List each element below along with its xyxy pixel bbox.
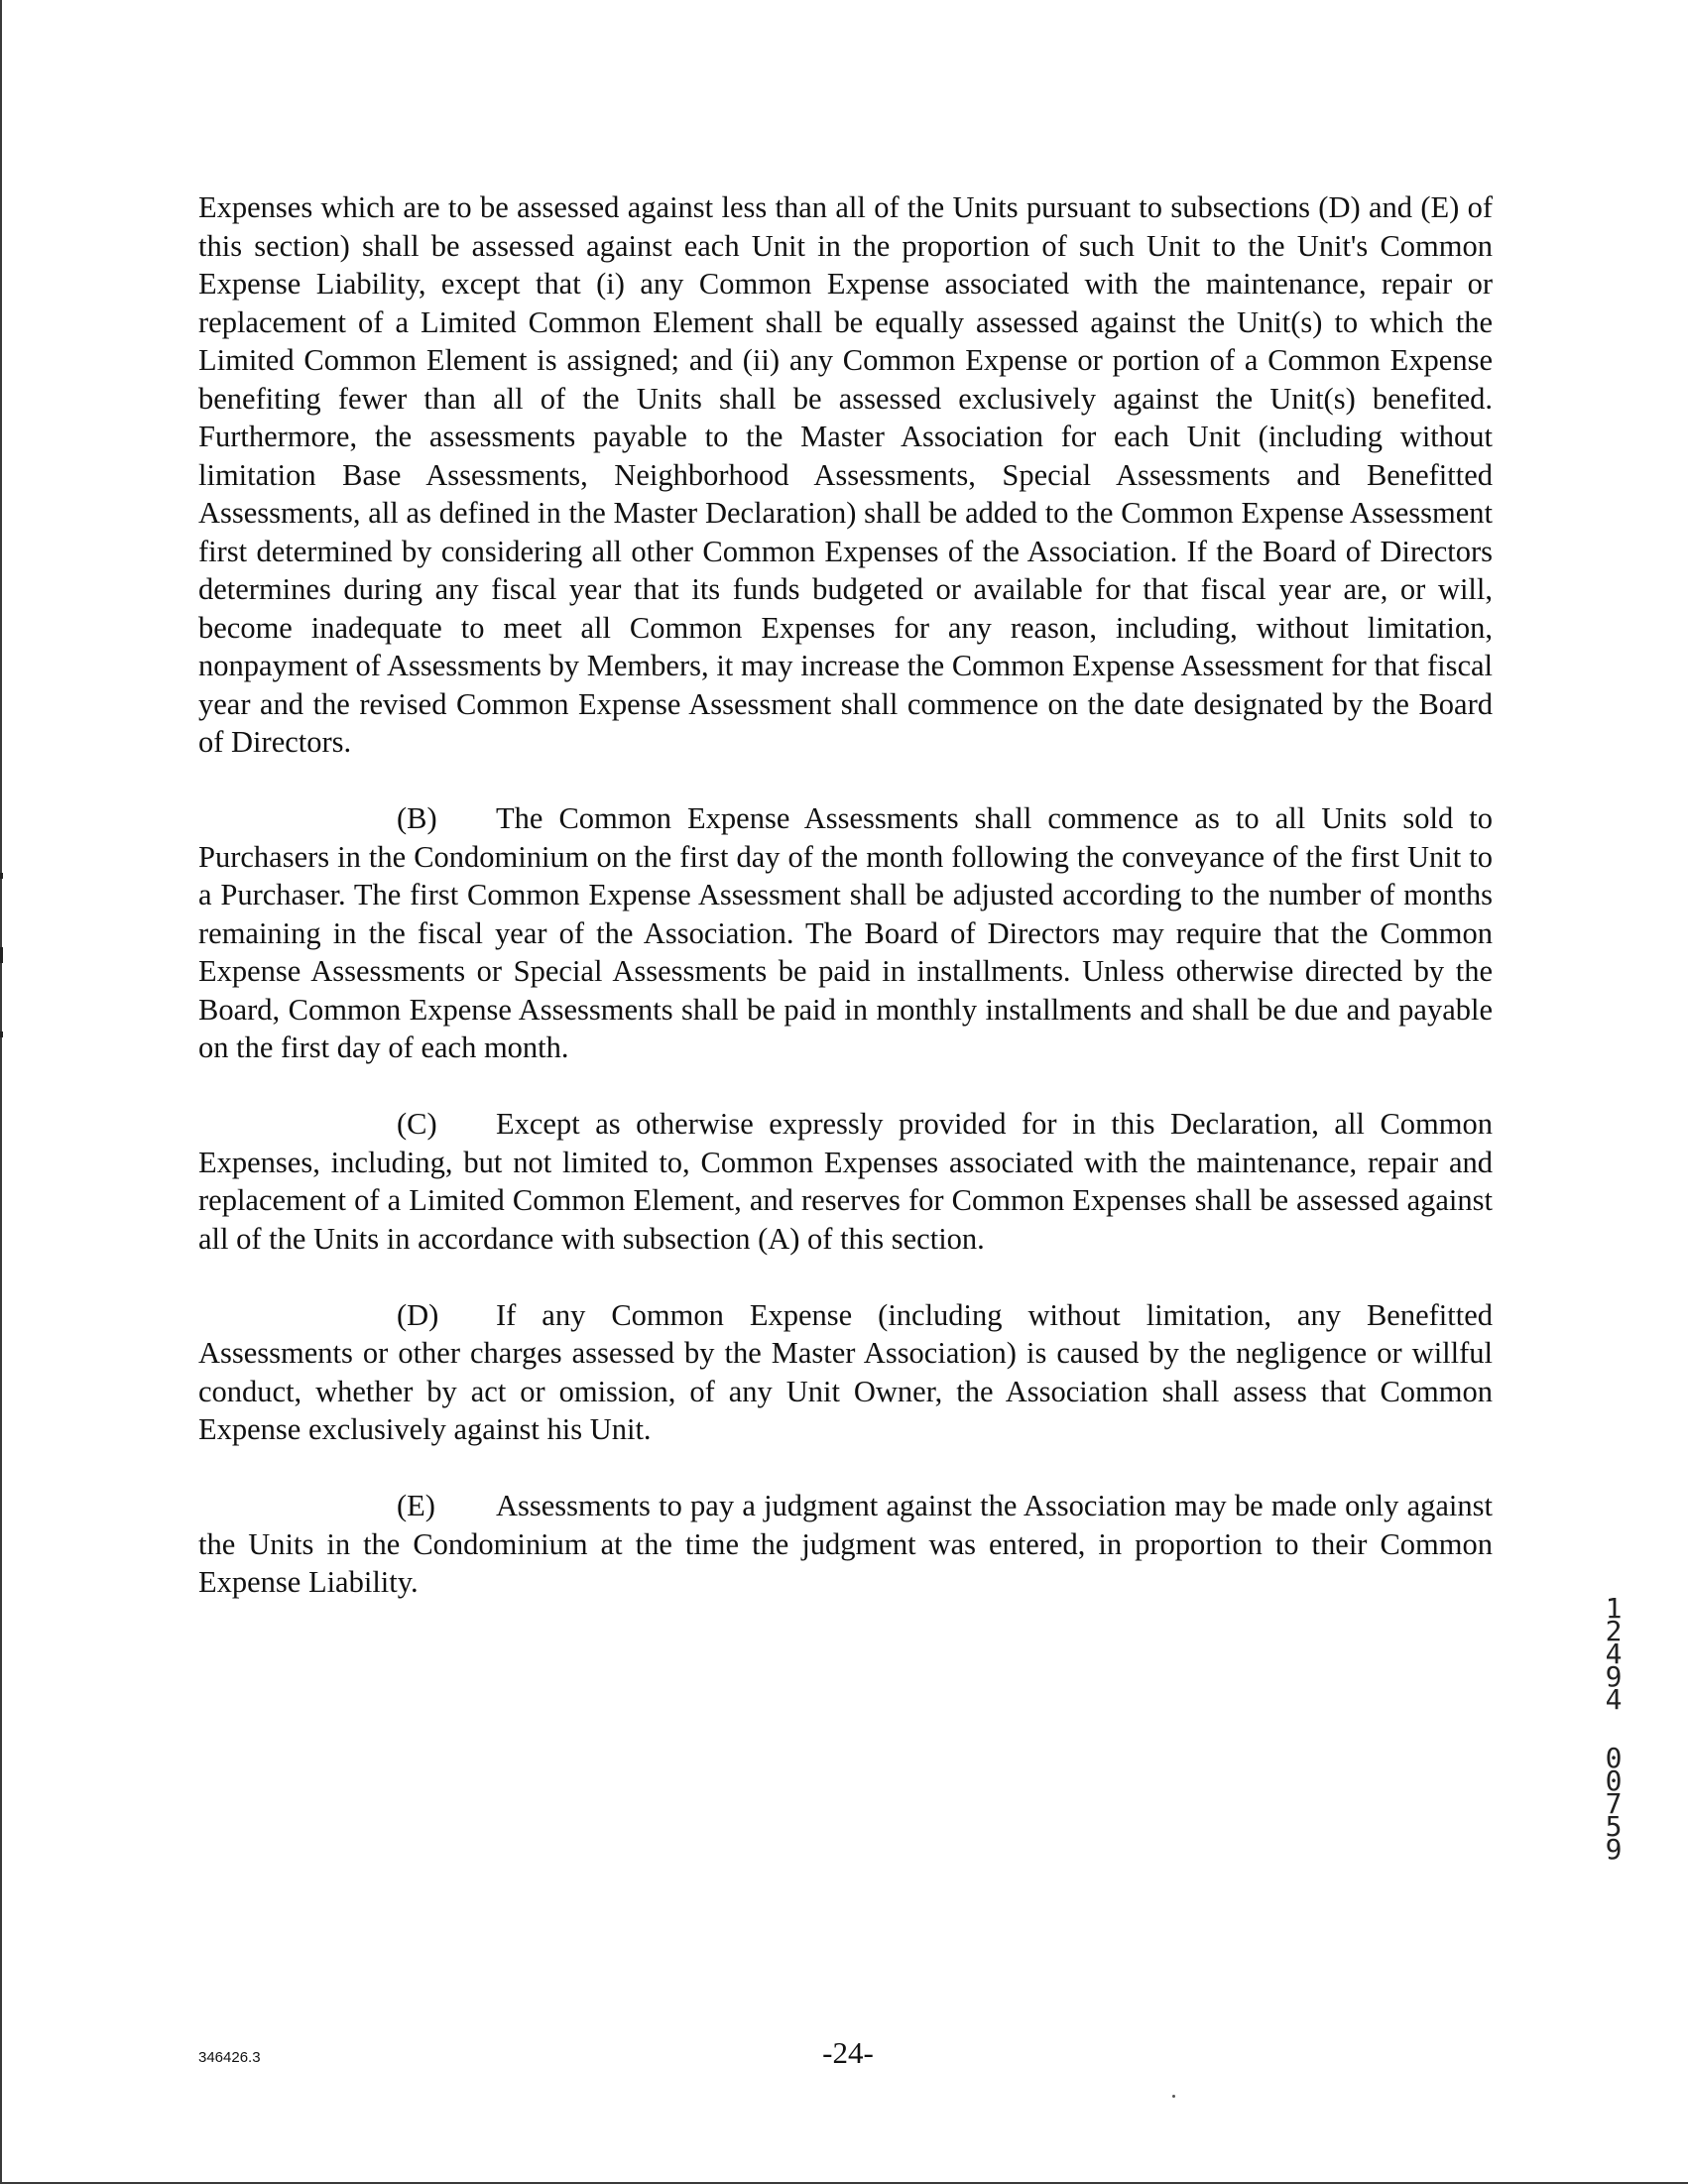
scan-speck [1172, 2095, 1175, 2098]
paragraph-c [198, 1105, 1493, 1258]
paragraph-text: Expenses which are to be assessed against less than all of the Units pursuant to subsections (D) and (E) of this section) shall be assessed against each Unit in the proportion of such Unit to the Unit's Common Expense Liability, except that (i) any Common Expense associated with the maintenance, repair or replacement of a Limited Common Element shall be equally assessed against the Unit(s) to which the Limited Common Element is assigned; and (ii) any Common Expense or portion of a Common Expense benefiting fewer than all of the Units shall be assessed exclusively against the Unit(s) benefited. Furthermore, the assessments payable to the Master Association for each Unit (including without limitation Base Assessments, Neighborhood Assessments, Special Assessments and Benefitted Assessments, all as defined in the Master Declaration) shall be added to the Common Expense Assessment first determined by considering all other Common Expenses of the Association. If the Board of Directors determines during any fiscal year that its funds budgeted or available for that fiscal year are, or will, become inadequate to meet all Common Expenses for any reason, including, without limitation, nonpayment of Assessments by Members, it may increase the Common Expense Assessment for that fiscal year and the revised Common Expense Assessment shall commence on the date designated by the Board of Directors. [198, 190, 1493, 759]
document-body [198, 188, 1493, 1639]
paragraph-text: If any Common Expense (including without limitation, any Benefitted Assessments or other charges assessed by the Master Association) is caused by the negligence or willful conduct, whether by act or omission, of any Unit Owner, the Association shall assess that Common Expense exclusively against his Unit. [198, 1297, 1493, 1446]
paragraph-b [198, 799, 1493, 1067]
subsection-label: (C) [397, 1107, 437, 1141]
document-number: 346426.3 [198, 2049, 261, 2066]
bates-page-number: 0 0 7 5 9 [1605, 1742, 1623, 1866]
paragraph-text: Except as otherwise expressly provided for in this Declaration, all Common Expenses, including, but not limited to, Common Expenses associated with the maintenance, repair and replacement of a Limited Common Element, and reserves for Common Expenses shall be assessed against all of the Units in accordance with subsection (A) of this section. [198, 1107, 1493, 1256]
scan-artifact-mark [0, 873, 3, 879]
subsection-label: (E) [397, 1489, 435, 1522]
scan-artifact-mark [0, 1031, 3, 1037]
paragraph-text: The Common Expense Assessments shall commence as to all Units sold to Purchasers in the Condominium on the first day of the month following the conveyance of the first Unit to a Purchaser. The first Common Expense Assessment shall be adjusted according to the number of months remaining in the fiscal year of the Association. The Board of Directors may require that the Common Expense Assessments or Special Assessments be paid in installments. Unless otherwise directed by the Board, Common Expense Assessments shall be paid in monthly installments and shall be due and payable on the first day of each month. [198, 801, 1493, 1064]
scan-artifact-mark [0, 947, 3, 963]
bates-stamp [1594, 1592, 1633, 1866]
paragraph-e [198, 1487, 1493, 1602]
paragraph-d [198, 1296, 1493, 1449]
subsection-label: (D) [397, 1297, 439, 1332]
paragraph-continuation [198, 188, 1493, 762]
bates-book-number: 1 2 4 9 4 [1605, 1592, 1623, 1716]
paragraph-text: Assessments to pay a judgment against the Association may be made only against the Units in the Condominium at the time the judgment was entered, in proportion to their Common Expense Liability. [198, 1489, 1493, 1599]
subsection-label: (B) [397, 801, 437, 835]
page-number: -24- [822, 2035, 874, 2070]
